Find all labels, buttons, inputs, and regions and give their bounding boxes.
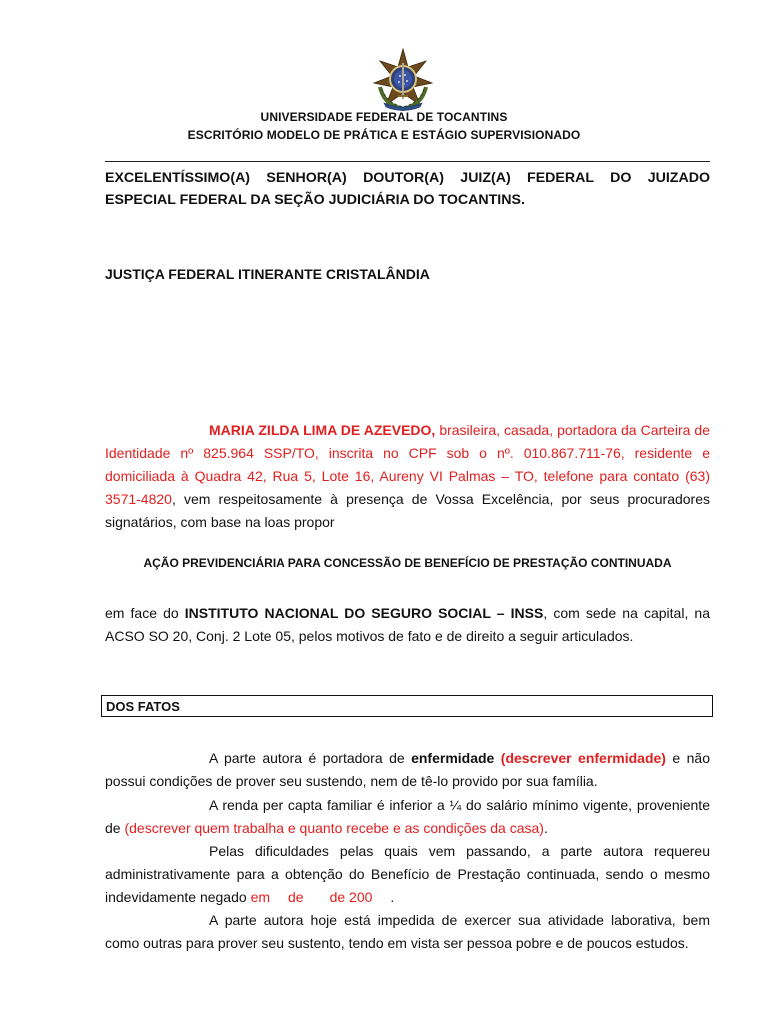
section-title: DOS FATOS	[106, 699, 180, 714]
fact3-date-de2: de 200	[329, 889, 373, 905]
brazil-coat-of-arms-icon	[370, 47, 436, 113]
defendant-paragraph	[105, 602, 710, 648]
fact1-illness: enfermidade	[411, 750, 495, 766]
fact4-text: A parte autora hoje está impedida de exercer sua atividade laborativa, bem como outras para prover seu sustento, tendo em vista ser pessoa pobre e de poucos estudos.	[105, 912, 710, 951]
addressee: EXCELENTÍSSIMO(A) SENHOR(A) DOUTOR(A) JUIZ(A) FEDERAL DO JUIZADO ESPECIAL FEDERAL DA SEÇÃO JUDICIÁRIA DO TOCANTINS.	[105, 170, 710, 208]
fact-paragraph-2	[105, 794, 710, 840]
plaintiff-qualification	[105, 419, 710, 534]
header-divider	[105, 161, 710, 162]
action-title: AÇÃO PREVIDENCIÁRIA PARA CONCESSÃO DE BENEFÍCIO DE PRESTAÇÃO CONTINUADA	[143, 556, 672, 570]
qualification-rest: , vem respeitosamente à presença de Vossa Excelência, por seus procuradores signatários, com base na loas propor	[105, 491, 710, 530]
defendant-rest: , com sede na capital, na ACSO SO 20, Conj. 2 Lote 05, pelos motivos de fato e de direito a seguir articulados.	[105, 605, 710, 644]
defendant-prefix: em face do	[105, 605, 185, 621]
fact1-text-a: A parte autora é portadora de	[209, 750, 412, 766]
fact2-placeholder: (descrever quem trabalha e quanto recebe e as condições da casa)	[124, 820, 544, 836]
fact3-text-a: Pelas dificuldades pelas quais vem passando, a parte autora requereu administrativamente para a obtenção do Benefício de Prestação continuada, sendo o mesmo indevidamente negado	[105, 843, 710, 905]
fact2-text-a: A renda per capta familiar é inferior a ¼ do salário mínimo vigente, proveniente de	[105, 797, 710, 836]
court-name: JUSTIÇA FEDERAL ITINERANTE CRISTALÂNDIA	[105, 266, 430, 282]
fact1-text-d: e não possui condições de prover seu sustendo, nem de tê-lo provido por sua família.	[105, 750, 710, 789]
section-heading-box	[101, 695, 713, 717]
fact-paragraph-1	[105, 747, 710, 793]
defendant-name: INSTITUTO NACIONAL DO SEGURO SOCIAL – INSS	[184, 605, 544, 621]
fact-paragraph-3	[105, 840, 710, 909]
plaintiff-details: brasileira, casada, portadora da Carteira de Identidade nº 825.964 SSP/TO, inscrita no CPF sob o nº. 010.867.711-76, residente e domiciliada à Quadra 42, Rua 5, Lote 16, Aureny VI Palmas – TO, telefone para contato (63) 3571-4820	[105, 422, 710, 507]
fact2-text-c: .	[543, 820, 548, 836]
university-name: UNIVERSIDADE FEDERAL DE TOCANTINS	[260, 110, 508, 124]
plaintiff-name: MARIA ZILDA LIMA DE AZEVEDO,	[209, 422, 436, 438]
fact1-placeholder: (descrever enfermidade)	[500, 750, 666, 766]
fact-paragraph-4	[105, 909, 710, 955]
office-name: ESCRITÓRIO MODELO DE PRÁTICA E ESTÁGIO SUPERVISIONADO	[187, 128, 581, 142]
fact3-date-em: em	[250, 889, 271, 905]
fact3-end: .	[390, 889, 395, 905]
fact3-date-de1: de	[288, 889, 304, 905]
